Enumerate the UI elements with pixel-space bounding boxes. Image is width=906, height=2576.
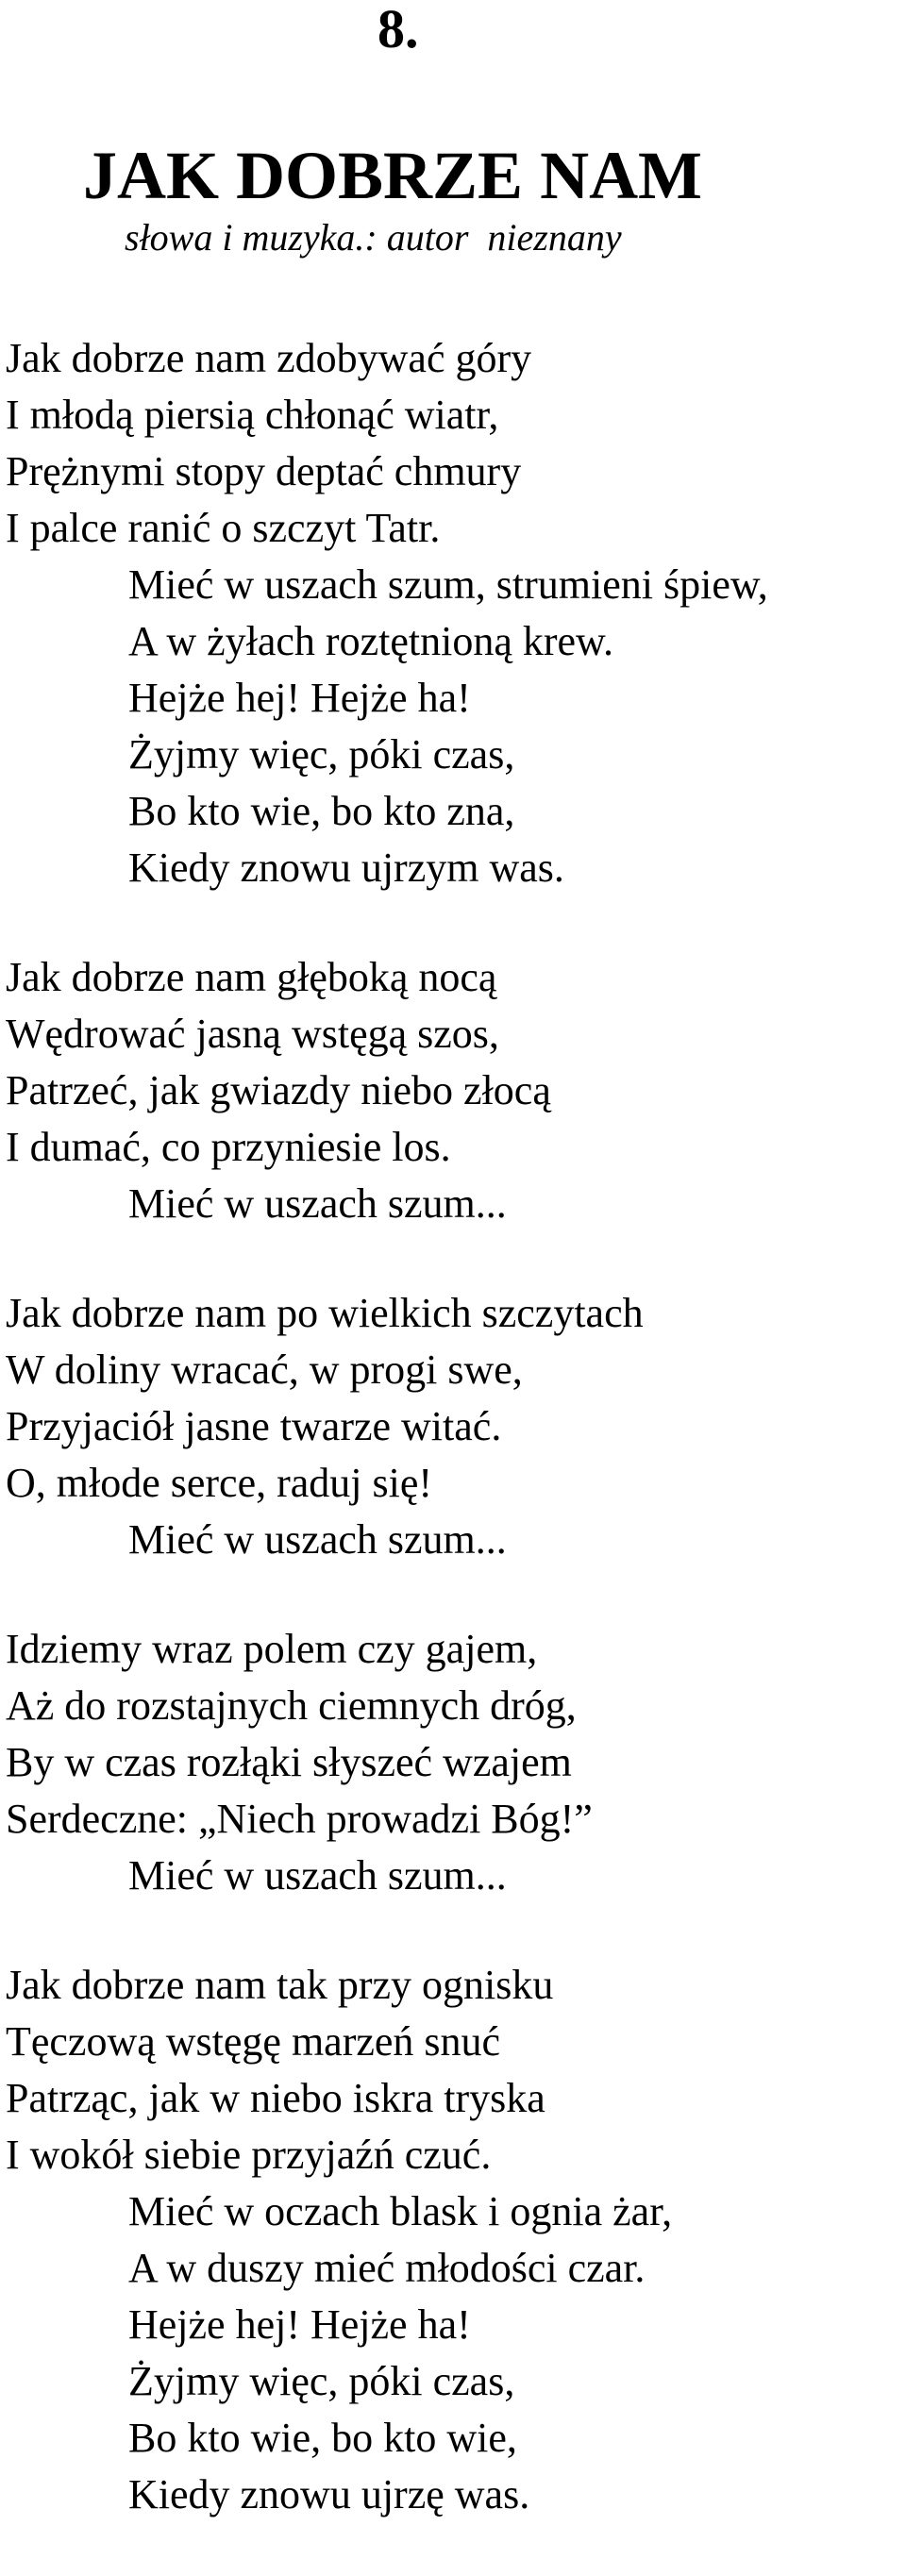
refrain-line: Hejże hej! Hejże ha! — [128, 675, 471, 721]
song-credits: słowa i muzyka.: autor nieznany — [125, 216, 622, 259]
song-number: 8. — [378, 0, 419, 59]
verse-line: By w czas rozłąki słyszeć wzajem — [6, 1739, 572, 1785]
verse-line: Jak dobrze nam tak przy ognisku — [6, 1962, 554, 2008]
stanza — [0, 1957, 906, 2523]
verse-line: Jak dobrze nam głęboką nocą — [6, 954, 497, 1000]
verse-line: I palce ranić o szczyt Tatr. — [6, 505, 441, 551]
refrain-line: Bo kto wie, bo kto zna, — [128, 788, 515, 834]
verse-line: Jak dobrze nam zdobywać góry — [6, 335, 532, 381]
refrain-line: Kiedy znowu ujrzym was. — [128, 845, 564, 891]
song-title: JAK DOBRZE NAM — [83, 138, 703, 213]
verse-line: Jak dobrze nam po wielkich szczytach — [6, 1290, 644, 1336]
refrain-line: Hejże hej! Hejże ha! — [128, 2301, 471, 2348]
verse-line: Patrząc, jak w niebo iskra tryska — [6, 2075, 545, 2121]
verse-line: Prężnymi stopy deptać chmury — [6, 448, 522, 494]
refrain-line: A w duszy mieć młodości czar. — [128, 2245, 646, 2291]
refrain-line: Mieć w uszach szum, strumieni śpiew, — [128, 561, 768, 608]
refrain-line: Żyjmy więc, póki czas, — [128, 2358, 515, 2404]
verse-line: W doliny wracać, w progi swe, — [6, 1347, 523, 1393]
stanza — [0, 1621, 906, 1904]
verse-line: Idziemy wraz polem czy gajem, — [6, 1626, 538, 1672]
verse-line: Tęczową wstęgę marzeń snuć — [6, 2018, 501, 2065]
stanza — [0, 330, 906, 896]
refrain-line: Mieć w uszach szum... — [128, 1852, 507, 1899]
refrain-line: A w żyłach roztętnioną krew. — [128, 618, 613, 664]
stanza — [0, 949, 906, 1232]
refrain-line: Bo kto wie, bo kto wie, — [128, 2415, 517, 2461]
verse-line: Patrzeć, jak gwiazdy niebo złocą — [6, 1067, 551, 1113]
refrain-line: Mieć w oczach blask i ognia żar, — [128, 2188, 673, 2234]
verse-line: Aż do rozstajnych ciemnych dróg, — [6, 1682, 577, 1729]
verse-line: Przyjaciół jasne twarze witać. — [6, 1403, 502, 1449]
refrain-line: Kiedy znowu ujrzę was. — [128, 2471, 530, 2517]
verse-line: O, młode serce, raduj się! — [6, 1460, 433, 1506]
verse-line: Wędrować jasną wstęgą szos, — [6, 1011, 499, 1057]
refrain-line: Mieć w uszach szum... — [128, 1180, 507, 1227]
verse-line: I młodą piersią chłonąć wiatr, — [6, 392, 499, 438]
verse-line: Serdeczne: „Niech prowadzi Bóg!” — [6, 1796, 593, 1842]
stanza — [0, 1285, 906, 1568]
lyrics — [0, 330, 906, 2576]
refrain-line: Mieć w uszach szum... — [128, 1516, 507, 1563]
verse-line: I wokół siebie przyjaźń czuć. — [6, 2132, 492, 2178]
refrain-line: Żyjmy więc, póki czas, — [128, 731, 515, 778]
verse-line: I dumać, co przyniesie los. — [6, 1124, 451, 1170]
